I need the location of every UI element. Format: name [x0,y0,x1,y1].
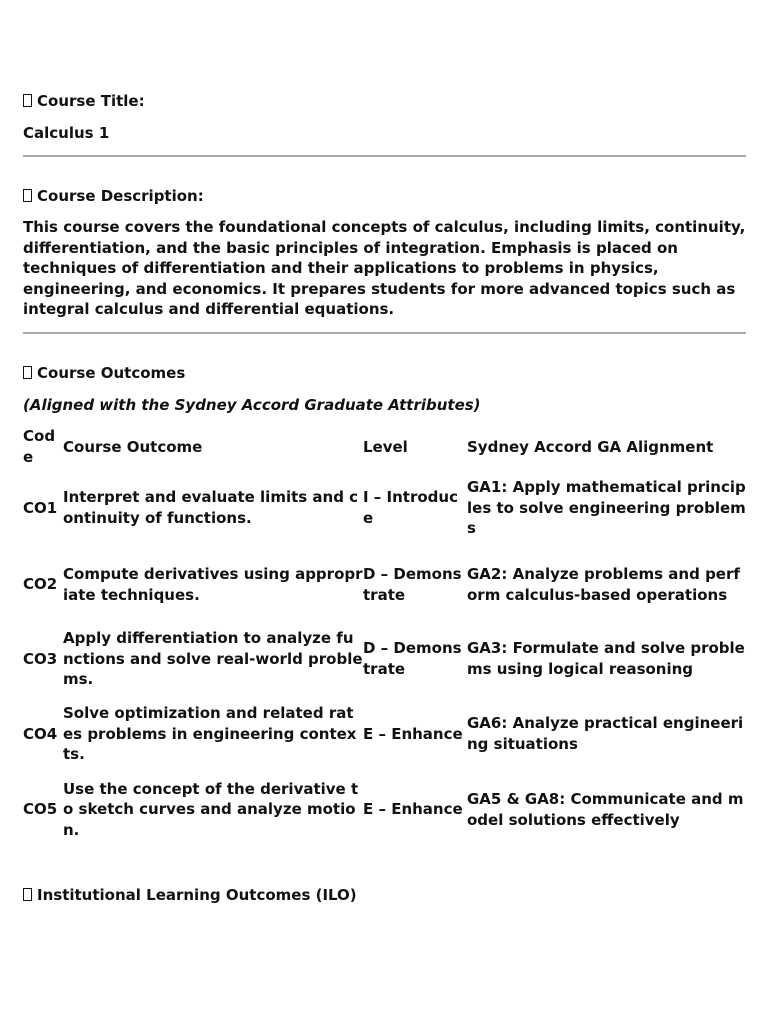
row-code: CO3 [23,649,58,668]
row-outcome: Apply differentiation to analyze functions and solve real-world problems. [63,629,363,689]
course-description-text: This course covers the foundational concepts of calculus, including limits, continuity, differentiation, and the basic principles of integration. Emphasis is placed on techniques of differentiation and their applications to problems in physics, engineering, and economics. It prepares students for more advanced topics such as integral calculus and differential equations. [23,218,746,319]
course-title-heading-label: Course Title: [37,92,145,110]
missing-glyph-icon [23,888,32,901]
row-ga-alignment: GA2: Analyze problems and perform calculus-based operations [467,564,740,604]
column-header-code: Code [23,427,56,466]
row-code: CO1 [23,498,58,517]
row-outcome: Solve optimization and related rates problems in engineering contexts. [63,704,357,764]
course-title-value: Calculus 1 [23,124,110,142]
row-ga-alignment: GA1: Apply mathematical principles to solve engineering problems [467,478,746,538]
missing-glyph-icon [23,189,32,202]
table-row [23,547,746,622]
row-ga-alignment: GA3: Formulate and solve problems using logical reasoning [467,639,745,678]
row-outcome: Use the concept of the derivative to sketch curves and analyze motion. [63,779,359,839]
row-ga-alignment: GA5 & GA8: Communicate and model solutions effectively [467,789,744,829]
table-row [23,469,746,547]
column-header-ga: Sydney Accord GA Alignment [467,437,714,456]
row-level: E – Enhance [363,724,463,743]
course-description-heading-label: Course Description: [37,187,204,205]
row-ga-alignment: GA6: Analyze practical engineering situations [467,714,744,753]
missing-glyph-icon [23,94,32,107]
row-outcome: Compute derivatives using appropriate techniques. [63,564,363,604]
table-header-row [23,425,746,469]
ilo-heading [23,885,357,905]
row-code: CO2 [23,575,58,594]
course-outcomes-heading-label: Course Outcomes [37,364,186,382]
row-code: CO5 [23,800,58,819]
row-outcome: Interpret and evaluate limits and continuity of functions. [63,488,359,527]
divider [23,332,746,334]
column-header-level: Level [363,437,408,456]
course-description-heading [23,186,204,206]
course-title-heading [23,91,145,111]
course-outcomes-table [23,425,746,847]
table-row [23,772,746,847]
ilo-heading-label: Institutional Learning Outcomes (ILO) [37,886,357,904]
row-code: CO4 [23,724,58,743]
divider [23,155,746,157]
table-row [23,622,746,696]
course-outcomes-subtitle: (Aligned with the Sydney Accord Graduate Attributes) [23,396,481,414]
row-level: D – Demonstrate [363,639,462,678]
column-header-outcome: Course Outcome [63,437,203,456]
row-level: E – Enhance [363,800,463,819]
row-level: D – Demonstrate [363,564,462,604]
row-level: I – Introduce [363,488,458,527]
table-row [23,696,746,772]
missing-glyph-icon [23,366,32,379]
course-outcomes-heading [23,363,185,383]
